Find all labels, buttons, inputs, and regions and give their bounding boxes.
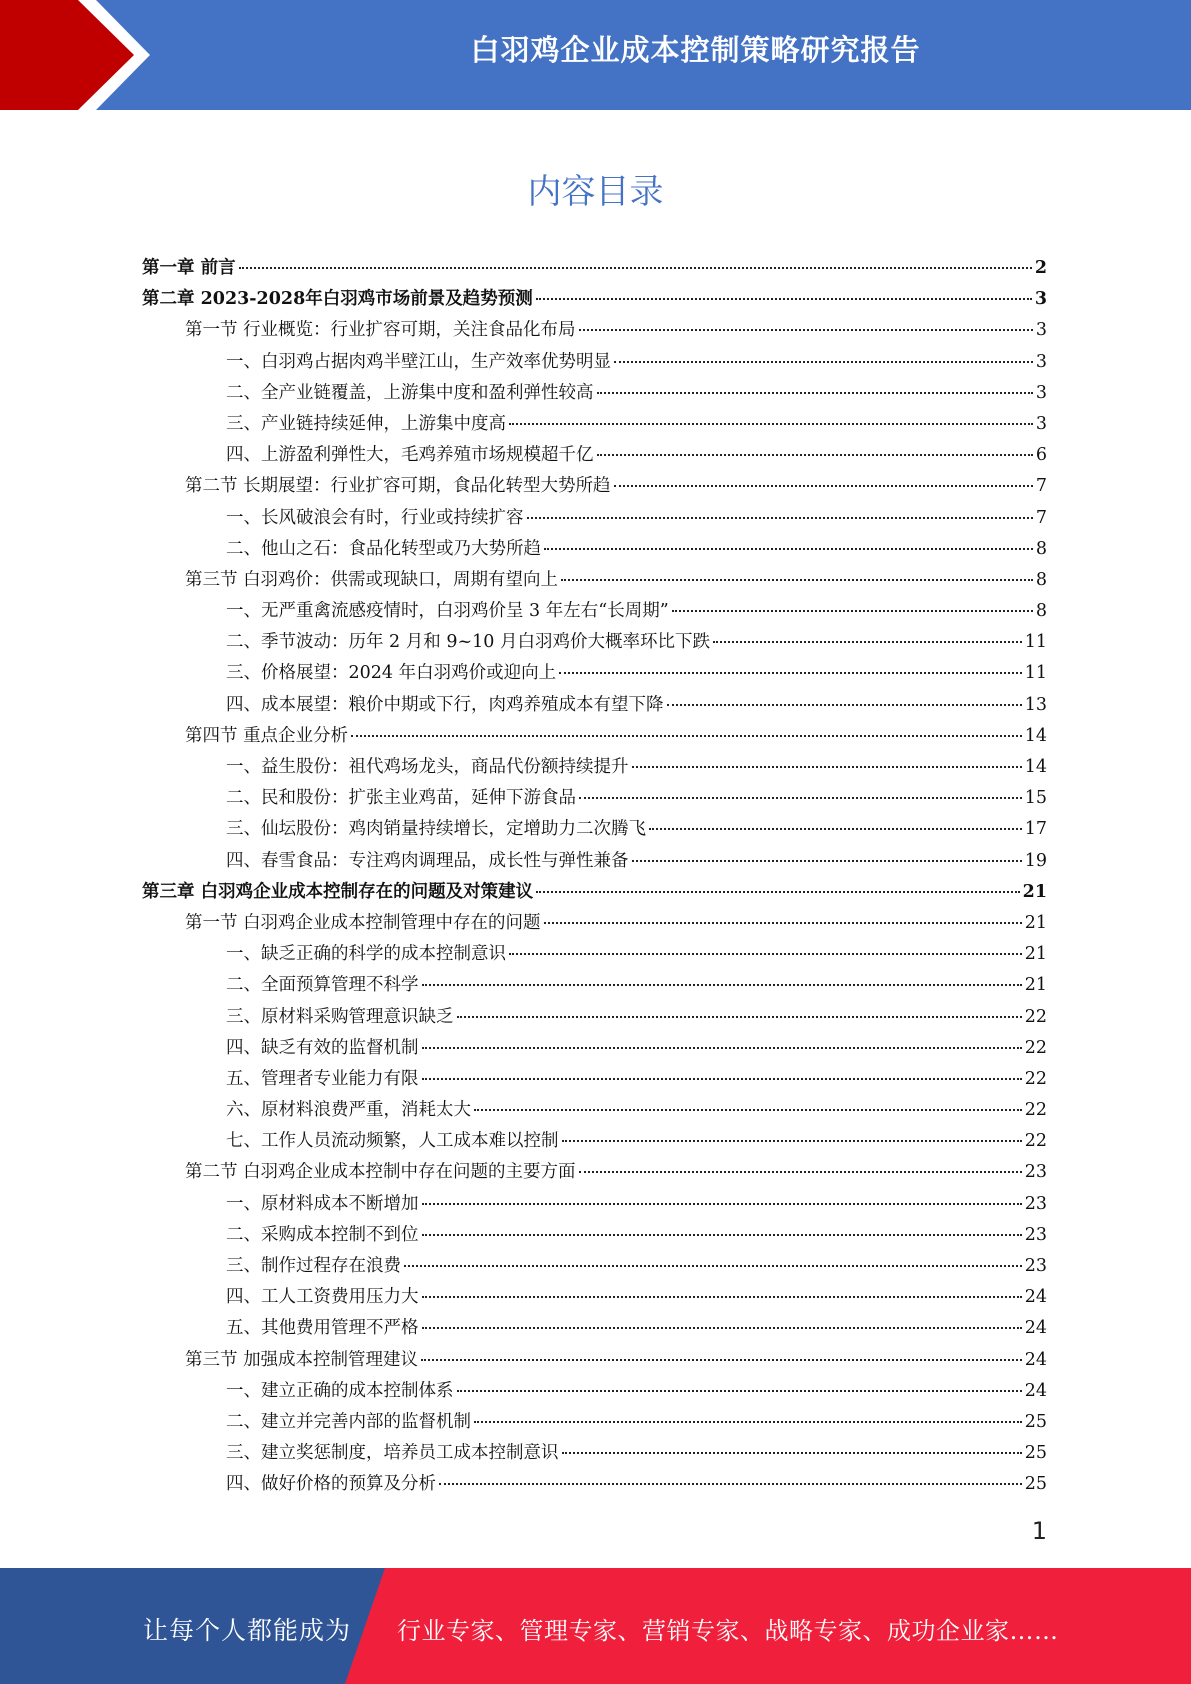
toc-entry[interactable] <box>142 503 1047 534</box>
toc-dot-leader <box>474 1421 1022 1423</box>
toc-entry-label: 第一章 前言 <box>142 258 236 278</box>
toc-entry[interactable] <box>142 1095 1047 1126</box>
toc-entry-page: 21 <box>1024 975 1047 996</box>
document-title: 白羽鸡企业成本控制策略研究报告 <box>470 33 921 67</box>
toc-entry-page: 3 <box>1035 351 1047 372</box>
toc-entry[interactable] <box>142 347 1047 378</box>
toc-entry-page: 8 <box>1035 538 1047 559</box>
toc-entry[interactable] <box>142 846 1047 877</box>
toc-entry-label: 第一节 白羽鸡企业成本控制管理中存在的问题 <box>185 912 541 933</box>
toc-entry-label: 三、原材料采购管理意识缺乏 <box>226 1006 454 1027</box>
toc-entry-label: 一、长风破浪会有时，行业或持续扩容 <box>226 507 524 528</box>
toc-dot-leader <box>579 329 1033 331</box>
toc-dot-leader <box>422 984 1022 986</box>
toc-entry[interactable] <box>142 658 1047 689</box>
toc-entry[interactable] <box>142 284 1047 315</box>
toc-entry[interactable] <box>142 1064 1047 1095</box>
toc-dot-leader <box>239 267 1032 269</box>
toc-entry-page: 7 <box>1035 476 1047 497</box>
toc-entry-label: 二、全产业链覆盖，上游集中度和盈利弹性较高 <box>226 382 594 403</box>
toc-entry-page: 7 <box>1035 507 1047 528</box>
footer-slogan-left: 让每个人都能成为 <box>143 1616 352 1645</box>
footer-slogan-right: 行业专家、管理专家、营销专家、战略专家、成功企业家…… <box>397 1617 1059 1645</box>
toc-entry-label: 一、白羽鸡占据肉鸡半壁江山，生产效率优势明显 <box>226 351 611 372</box>
toc-entry-page: 14 <box>1024 725 1047 746</box>
toc-dot-leader <box>536 298 1032 300</box>
toc-entry-label: 第一节 行业概览：行业扩容可期，关注食品化布局 <box>185 320 576 341</box>
toc-entry[interactable] <box>142 565 1047 596</box>
toc-entry[interactable] <box>142 1438 1047 1469</box>
toc-entry-page: 23 <box>1024 1193 1047 1214</box>
toc-entry[interactable] <box>142 1282 1047 1313</box>
toc-entry-label: 第四节 重点企业分析 <box>185 725 349 746</box>
toc-entry-page: 21 <box>1022 881 1047 902</box>
toc-entry-page: 3 <box>1035 320 1047 341</box>
toc-entry-label: 一、原材料成本不断增加 <box>226 1193 419 1214</box>
toc-entry[interactable] <box>142 1189 1047 1220</box>
toc-entry-page: 22 <box>1024 1131 1047 1152</box>
toc-entry-page: 24 <box>1024 1318 1047 1339</box>
toc-entry-page: 21 <box>1024 944 1047 965</box>
toc-entry[interactable] <box>142 596 1047 627</box>
toc-dot-leader <box>527 517 1033 519</box>
toc-entry[interactable] <box>142 534 1047 565</box>
toc-dot-leader <box>597 392 1033 394</box>
toc-dot-leader <box>614 361 1033 363</box>
toc-entry-label: 第二章 2023-2028年白羽鸡市场前景及趋势预测 <box>142 289 533 310</box>
toc-dot-leader <box>672 610 1033 612</box>
toc-entry-label: 三、产业链持续延伸，上游集中度高 <box>226 413 506 434</box>
toc-entry[interactable] <box>142 1220 1047 1251</box>
toc-entry-label: 四、缺乏有效的监督机制 <box>226 1037 419 1058</box>
toc-entry-page: 15 <box>1024 788 1047 809</box>
toc-entry[interactable] <box>142 814 1047 845</box>
toc-entry-page: 8 <box>1035 569 1047 590</box>
toc-entry-label: 一、建立正确的成本控制体系 <box>226 1380 454 1401</box>
toc-entry[interactable] <box>142 908 1047 939</box>
toc-entry-page: 11 <box>1024 663 1047 684</box>
toc-entry-label: 一、缺乏正确的科学的成本控制意识 <box>226 944 506 965</box>
toc-dot-leader <box>422 1203 1022 1205</box>
toc-entry[interactable] <box>142 1345 1047 1376</box>
toc-entry-label: 三、建立奖惩制度，培养员工成本控制意识 <box>226 1443 559 1464</box>
toc-entry[interactable] <box>142 783 1047 814</box>
toc-entry-page: 25 <box>1024 1474 1047 1495</box>
toc-entry-label: 二、建立并完善内部的监督机制 <box>226 1411 471 1432</box>
toc-dot-leader <box>422 1327 1022 1329</box>
toc-dot-leader <box>422 1296 1022 1298</box>
toc-entry-label: 五、其他费用管理不严格 <box>226 1318 419 1339</box>
toc-dot-leader <box>544 922 1022 924</box>
toc-dot-leader <box>457 1390 1022 1392</box>
toc-entry[interactable] <box>142 1313 1047 1344</box>
toc-entry[interactable] <box>142 440 1047 471</box>
toc-entry-label: 七、工作人员流动频繁，人工成本难以控制 <box>226 1131 559 1152</box>
toc-dot-leader <box>439 1483 1022 1485</box>
toc-entry[interactable] <box>142 315 1047 346</box>
toc-entry-page: 22 <box>1024 1068 1047 1089</box>
toc-entry-page: 8 <box>1035 601 1047 622</box>
toc-dot-leader <box>509 423 1033 425</box>
toc-dot-leader <box>667 704 1022 706</box>
toc-entry-page: 25 <box>1024 1443 1047 1464</box>
toc-dot-leader <box>422 1047 1022 1049</box>
toc-entry-label: 二、季节波动：历年 2 月和 9~10 月白羽鸡价大概率环比下跌 <box>226 632 710 653</box>
toc-entry-page: 21 <box>1024 912 1047 933</box>
toc-dot-leader <box>351 735 1022 737</box>
toc-dot-leader <box>536 891 1020 893</box>
toc-entry-label: 三、制作过程存在浪费 <box>226 1256 401 1276</box>
toc-entry-page: 14 <box>1024 757 1047 777</box>
toc-entry-page: 25 <box>1024 1411 1047 1432</box>
toc-dot-leader <box>421 1359 1022 1361</box>
toc-entry-page: 13 <box>1024 694 1047 715</box>
toc-entry[interactable] <box>142 1407 1047 1438</box>
toc-dot-leader <box>713 641 1022 643</box>
toc-entry[interactable] <box>142 752 1047 783</box>
toc-entry[interactable] <box>142 690 1047 721</box>
page-header <box>0 0 1191 110</box>
toc-entry[interactable] <box>142 1126 1047 1157</box>
toc-entry-page: 22 <box>1024 1006 1047 1027</box>
table-of-contents <box>142 253 1047 1501</box>
toc-entry[interactable] <box>142 253 1047 284</box>
toc-entry-label: 二、全面预算管理不科学 <box>226 975 419 996</box>
toc-dot-leader <box>509 953 1022 955</box>
toc-entry-label: 三、仙坛股份：鸡肉销量持续增长，定增助力二次腾飞 <box>226 819 646 840</box>
toc-dot-leader <box>632 766 1022 768</box>
toc-dot-leader <box>404 1265 1022 1267</box>
toc-dot-leader <box>614 485 1033 487</box>
toc-entry-page: 3 <box>1034 289 1047 310</box>
toc-entry-page: 3 <box>1035 413 1047 434</box>
toc-dot-leader <box>649 828 1022 830</box>
toc-entry-label: 四、工人工资费用压力大 <box>226 1287 419 1308</box>
toc-dot-leader <box>422 1234 1022 1236</box>
toc-entry-label: 第三节 加强成本控制管理建议 <box>185 1349 419 1370</box>
toc-entry[interactable] <box>142 409 1047 440</box>
toc-entry[interactable] <box>142 378 1047 409</box>
toc-entry[interactable] <box>142 1002 1047 1033</box>
toc-entry-label: 二、采购成本控制不到位 <box>226 1224 419 1245</box>
toc-dot-leader <box>579 1171 1022 1173</box>
toc-entry[interactable] <box>142 939 1047 970</box>
toc-dot-leader <box>562 1140 1022 1142</box>
toc-dot-leader <box>597 454 1033 456</box>
toc-dot-leader <box>632 860 1022 862</box>
toc-entry[interactable] <box>142 877 1047 908</box>
toc-entry[interactable] <box>142 627 1047 658</box>
toc-entry-page: 6 <box>1035 445 1047 466</box>
toc-entry-label: 一、无严重禽流感疫情时，白羽鸡价呈 3 年左右“长周期” <box>226 601 669 622</box>
toc-dot-leader <box>544 548 1033 550</box>
toc-entry[interactable] <box>142 1157 1047 1188</box>
page-footer <box>0 1568 1191 1684</box>
toc-entry-label: 一、益生股份：祖代鸡场龙头，商品代份额持续提升 <box>226 757 629 777</box>
toc-entry-label: 四、上游盈利弹性大，毛鸡养殖市场规模超千亿 <box>226 445 594 466</box>
toc-entry-label: 二、他山之石：食品化转型或乃大势所趋 <box>226 538 541 559</box>
toc-entry-page: 17 <box>1024 819 1047 840</box>
toc-dot-leader <box>474 1109 1022 1111</box>
toc-entry-label: 四、春雪食品：专注鸡肉调理品，成长性与弹性兼备 <box>226 850 629 871</box>
toc-dot-leader <box>561 579 1033 581</box>
toc-entry-page: 22 <box>1024 1037 1047 1058</box>
toc-entry[interactable] <box>142 1033 1047 1064</box>
toc-dot-leader <box>562 1452 1022 1454</box>
toc-entry[interactable] <box>142 1469 1047 1500</box>
toc-entry-label: 第二节 长期展望：行业扩容可期，食品化转型大势所趋 <box>185 476 611 497</box>
toc-entry[interactable] <box>142 1376 1047 1407</box>
toc-entry-label: 六、原材料浪费严重，消耗太大 <box>226 1100 471 1121</box>
toc-entry[interactable] <box>142 1251 1047 1282</box>
toc-entry-page: 24 <box>1024 1380 1047 1401</box>
toc-entry-page: 11 <box>1024 632 1047 653</box>
toc-dot-leader <box>457 1016 1022 1018</box>
toc-entry-label: 第三节 白羽鸡价：供需或现缺口，周期有望向上 <box>185 569 559 590</box>
toc-entry-label: 五、管理者专业能力有限 <box>226 1068 419 1089</box>
toc-dot-leader <box>422 1078 1022 1080</box>
toc-entry[interactable] <box>142 471 1047 502</box>
toc-entry-page: 22 <box>1024 1100 1047 1121</box>
toc-entry-page: 23 <box>1024 1162 1047 1183</box>
page-number: 1 <box>1031 1517 1047 1545</box>
toc-entry-label: 四、做好价格的预算及分析 <box>226 1474 436 1495</box>
toc-entry-label: 三、价格展望：2024 年白羽鸡价或迎向上 <box>226 663 557 684</box>
toc-entry-page: 23 <box>1024 1256 1047 1276</box>
toc-entry-page: 19 <box>1024 850 1047 871</box>
toc-entry-label: 二、民和股份：扩张主业鸡苗，延伸下游食品 <box>226 788 576 809</box>
toc-entry-page: 24 <box>1024 1287 1047 1308</box>
toc-entry[interactable] <box>142 970 1047 1001</box>
toc-entry-page: 3 <box>1035 382 1047 403</box>
toc-entry-page: 2 <box>1034 258 1047 278</box>
toc-entry-page: 24 <box>1024 1349 1047 1370</box>
toc-entry-label: 四、成本展望：粮价中期或下行，肉鸡养殖成本有望下降 <box>226 694 664 715</box>
toc-entry[interactable] <box>142 721 1047 752</box>
toc-dot-leader <box>559 672 1022 674</box>
toc-entry-page: 23 <box>1024 1224 1047 1245</box>
toc-entry-label: 第二节 白羽鸡企业成本控制中存在问题的主要方面 <box>185 1162 576 1183</box>
toc-dot-leader <box>579 797 1022 799</box>
toc-heading: 内容目录 <box>527 172 664 212</box>
toc-entry-label: 第三章 白羽鸡企业成本控制存在的问题及对策建议 <box>142 881 534 902</box>
